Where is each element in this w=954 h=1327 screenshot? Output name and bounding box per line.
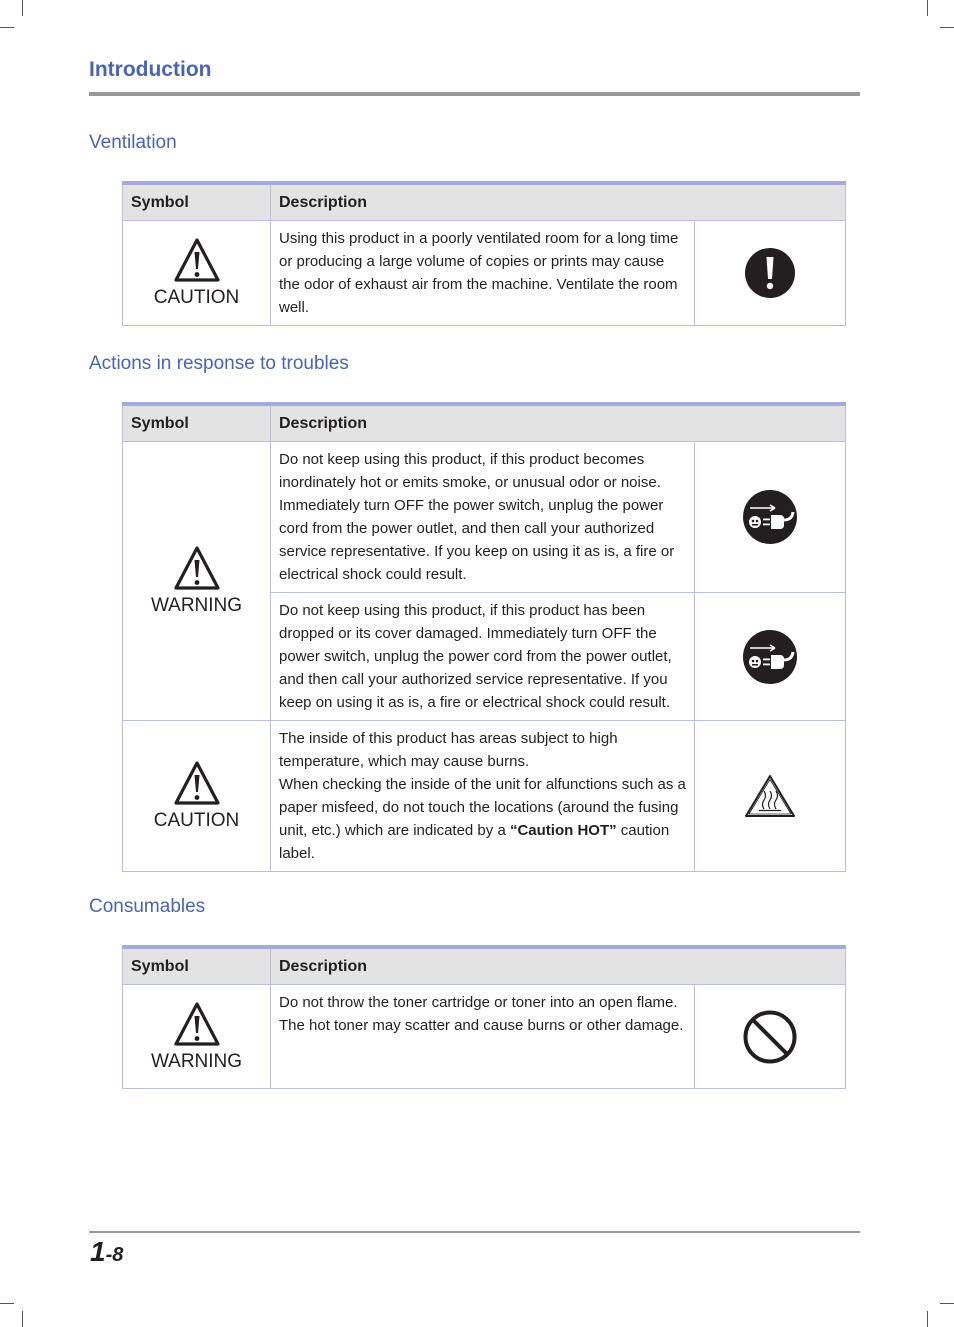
page-suffix: -8 [105, 1244, 124, 1266]
crop-mark [22, 1311, 23, 1327]
ventilation-table [122, 181, 846, 326]
description-column-header: Description [271, 947, 846, 985]
symbol-label: CAUTION [153, 810, 240, 831]
unplug-icon [742, 489, 798, 545]
description-cell: Do not throw the toner cartridge or toner into an open flame. The hot toner may scatter and cause burns or other damage. [271, 985, 695, 1089]
caution-triangle-icon [173, 237, 221, 283]
consumables-table [122, 945, 846, 1089]
table-header-row [123, 404, 846, 442]
description-cell: Do not keep using this product, if this product has been dropped or its cover damaged. Immediately turn OFF the power switch, unplug the power cord from the power outlet, and then call your authorized service representative. If you keep on using it as is, a fire or electrical shock could result. [271, 593, 695, 721]
unplug-icon [742, 629, 798, 685]
crop-mark [927, 1311, 928, 1327]
description-cell: Using this product in a poorly ventilated room for a long time or producing a large volume of copies or prints may cause the odor of exhaust air from the machine. Ventilate the room well. [271, 221, 695, 326]
symbol-column-header: Symbol [123, 404, 271, 442]
icon-cell [695, 985, 846, 1089]
table-row [123, 442, 846, 593]
symbol-cell [123, 985, 271, 1089]
icon-cell [695, 593, 846, 721]
description-column-header: Description [271, 404, 846, 442]
prohibited-icon [742, 1009, 798, 1065]
caution-hot-label-text: “Caution HOT” [509, 822, 617, 839]
description-text: caution label. [279, 822, 670, 862]
table-header-row [123, 183, 846, 221]
symbol-column-header: Symbol [123, 947, 271, 985]
page-number [90, 1236, 123, 1268]
caution-triangle-icon [173, 760, 221, 806]
section-title-consumables: Consumables [89, 896, 206, 917]
section-title-actions-in-response-to-troubles: Actions in response to troubles [89, 353, 349, 374]
crop-mark [22, 0, 23, 16]
chapter-title: Introduction [89, 58, 212, 81]
crop-mark [0, 1303, 14, 1304]
crop-mark [940, 1303, 954, 1304]
warning-triangle-icon [173, 545, 221, 591]
troubles-table [122, 402, 846, 872]
symbol-label: CAUTION [153, 287, 240, 308]
section-title-ventilation: Ventilation [89, 132, 177, 153]
crop-mark [0, 27, 14, 28]
description-text: When checking the inside of the unit for alfunctions such as a paper misfeed, do not touch the locations (around the fusing unit, etc.) which are indicated by a [279, 776, 686, 839]
symbol-label: WARNING [150, 1050, 243, 1072]
table-header-row [123, 947, 846, 985]
table-row [123, 985, 846, 1089]
icon-cell [695, 442, 846, 593]
symbol-cell [123, 221, 271, 326]
symbol-column-header: Symbol [123, 183, 271, 221]
symbol-label: WARNING [150, 595, 243, 616]
table-row [123, 721, 846, 872]
icon-cell [695, 721, 846, 872]
hot-surface-icon [743, 773, 797, 819]
description-cell: Do not keep using this product, if this product becomes inordinately hot or emits smoke, or unusual odor or noise. Immediately turn OFF the power switch, unplug the power cord from the power outlet, and then call your authorized service representative. If you keep on using it as is, a fire or electrical shock could result. [271, 442, 695, 593]
description-cell [271, 721, 695, 872]
crop-mark [940, 27, 954, 28]
table-row [123, 221, 846, 326]
crop-mark [927, 0, 928, 16]
chapter-number: 1 [90, 1236, 106, 1267]
footer-rule [89, 1231, 860, 1233]
mandatory-exclamation-icon [744, 247, 796, 299]
warning-triangle-icon [173, 1001, 221, 1047]
description-text: The inside of this product has areas subject to high temperature, which may cause burns. [279, 730, 618, 770]
icon-cell [695, 221, 846, 326]
symbol-cell [123, 721, 271, 872]
description-column-header: Description [271, 183, 846, 221]
symbol-cell [123, 442, 271, 721]
header-rule [89, 92, 860, 96]
